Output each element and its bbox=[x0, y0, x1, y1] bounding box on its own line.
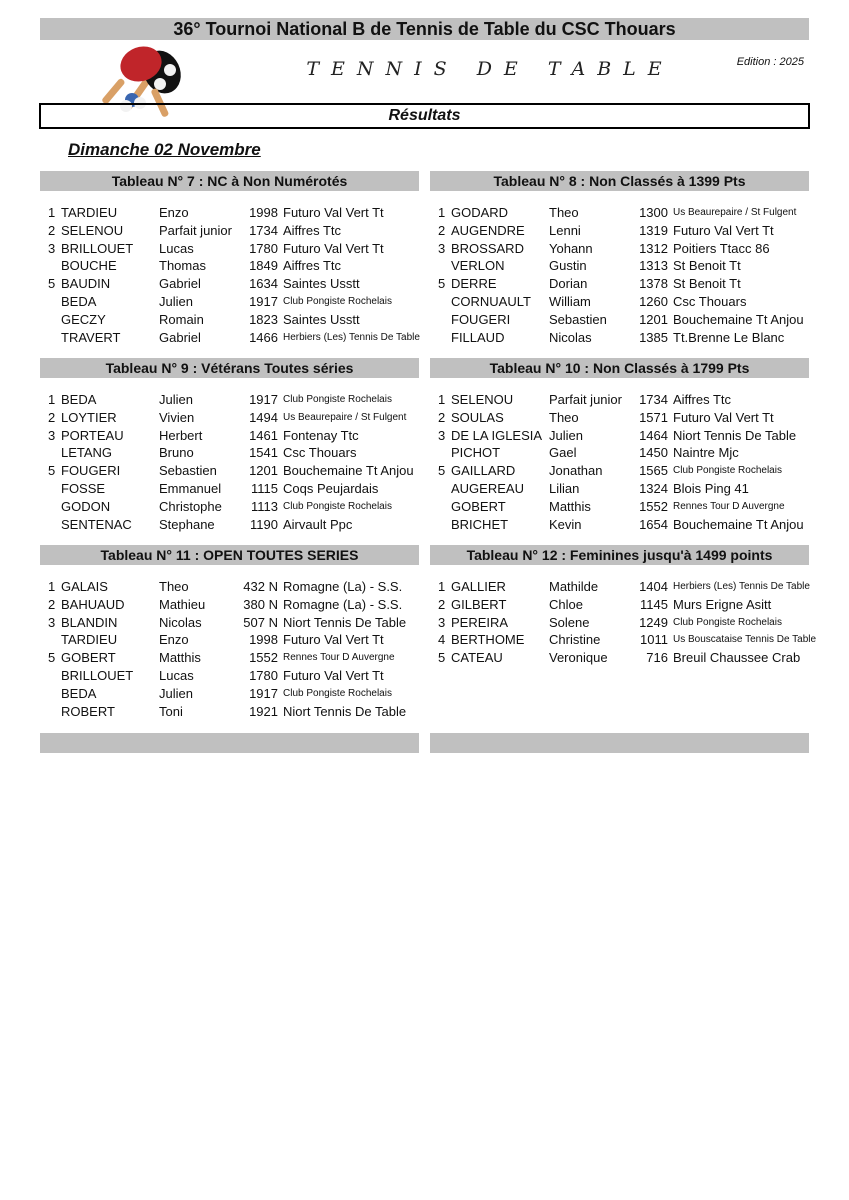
table-row bbox=[40, 649, 419, 667]
player-last-name: TRAVERT bbox=[61, 329, 121, 345]
player-first-name: Enzo bbox=[159, 632, 189, 648]
player-club: Futuro Val Vert Tt bbox=[283, 205, 384, 220]
player-first-name: Sebastien bbox=[549, 311, 607, 327]
player-rank: 1 bbox=[438, 579, 446, 594]
player-last-name: BLANDIN bbox=[61, 614, 118, 630]
player-club: Csc Thouars bbox=[283, 445, 357, 461]
player-rank: 4 bbox=[438, 632, 446, 648]
table-row bbox=[40, 311, 419, 329]
player-rank: 1 bbox=[438, 205, 446, 220]
player-first-name: Bruno bbox=[159, 445, 194, 461]
player-club: St Benoit Tt bbox=[673, 258, 741, 274]
player-first-name: Lenni bbox=[549, 222, 581, 238]
player-club: Niort Tennis De Table bbox=[283, 703, 407, 719]
player-first-name: Lucas bbox=[159, 667, 194, 683]
table-row bbox=[40, 427, 419, 445]
player-points: 1201 bbox=[639, 311, 668, 327]
player-club: Bouchemaine Tt Anjou bbox=[673, 311, 804, 327]
player-last-name: PEREIRA bbox=[451, 614, 509, 630]
player-points: 1249 bbox=[639, 614, 668, 630]
player-club: Us Beaurepaire / St Fulgent bbox=[673, 207, 797, 218]
player-points: 1466 bbox=[249, 329, 278, 345]
table-row bbox=[40, 685, 419, 703]
player-last-name: PICHOT bbox=[451, 445, 501, 461]
player-first-name: Julien bbox=[549, 427, 583, 443]
player-rank: 2 bbox=[48, 596, 56, 612]
player-last-name: GOBERT bbox=[61, 650, 116, 666]
table-row bbox=[40, 703, 419, 721]
table-row bbox=[430, 516, 809, 534]
player-rank: 1 bbox=[48, 579, 56, 594]
player-club: Futuro Val Vert Tt bbox=[283, 632, 384, 648]
table-row bbox=[430, 257, 809, 275]
player-first-name: Toni bbox=[159, 703, 183, 719]
player-points: 1552 bbox=[639, 498, 668, 514]
player-club: Futuro Val Vert Tt bbox=[673, 409, 774, 425]
player-last-name: PORTEAU bbox=[61, 427, 124, 443]
player-first-name: Jonathan bbox=[549, 463, 603, 479]
player-first-name: Theo bbox=[159, 579, 189, 594]
player-first-name: Sebastien bbox=[159, 463, 217, 479]
player-last-name: TARDIEU bbox=[61, 632, 118, 648]
player-club: Romagne (La) - S.S. bbox=[283, 579, 403, 594]
results-table bbox=[430, 545, 817, 667]
player-last-name: FOUGERI bbox=[61, 463, 121, 479]
table-row bbox=[40, 240, 419, 258]
player-last-name: GODON bbox=[61, 498, 111, 514]
player-points: 1634 bbox=[249, 276, 278, 292]
player-first-name: Dorian bbox=[549, 276, 588, 292]
table-row bbox=[430, 275, 809, 293]
player-first-name: William bbox=[549, 293, 591, 309]
player-points: 1998 bbox=[249, 205, 278, 220]
player-points: 1312 bbox=[639, 240, 668, 256]
table-row bbox=[40, 462, 419, 480]
player-last-name: DERRE bbox=[451, 276, 497, 292]
table-row bbox=[430, 480, 809, 498]
table-row bbox=[40, 444, 419, 462]
player-last-name: GODARD bbox=[451, 205, 509, 220]
player-last-name: BOUCHE bbox=[61, 258, 117, 274]
player-points: 1011 bbox=[640, 632, 668, 648]
player-rank: 2 bbox=[438, 409, 446, 425]
player-first-name: Julien bbox=[159, 293, 193, 309]
player-points: 507 N bbox=[243, 614, 278, 630]
player-first-name: Gabriel bbox=[159, 276, 201, 292]
table-row bbox=[40, 293, 419, 311]
player-club: Bouchemaine Tt Anjou bbox=[283, 463, 414, 479]
player-rank: 3 bbox=[438, 614, 446, 630]
player-points: 1571 bbox=[639, 409, 668, 425]
table-row bbox=[40, 480, 419, 498]
player-club: Club Pongiste Rochelais bbox=[283, 500, 392, 512]
player-points: 1115 bbox=[251, 480, 278, 496]
table-row bbox=[40, 596, 419, 614]
player-first-name: Julien bbox=[159, 685, 193, 701]
player-first-name: Vivien bbox=[159, 409, 195, 425]
player-club: Futuro Val Vert Tt bbox=[673, 222, 774, 238]
player-last-name: GAILLARD bbox=[451, 463, 516, 479]
player-last-name: BEDA bbox=[61, 293, 97, 309]
player-points: 1201 bbox=[249, 463, 278, 479]
player-rank: 5 bbox=[438, 276, 446, 292]
player-rank: 1 bbox=[48, 205, 56, 220]
player-points: 1849 bbox=[249, 258, 278, 274]
player-club: Poitiers Ttacc 86 bbox=[673, 240, 770, 256]
player-first-name: Theo bbox=[549, 205, 579, 220]
table-title: Tableau N° 10 : Non Classés à 1799 Pts bbox=[430, 358, 809, 378]
player-rank: 1 bbox=[48, 392, 56, 407]
player-first-name: Romain bbox=[159, 311, 204, 327]
player-points: 1780 bbox=[249, 667, 278, 683]
player-first-name: Matthis bbox=[549, 498, 591, 514]
player-club: Tt.Brenne Le Blanc bbox=[673, 329, 785, 345]
table-title: Tableau N° 7 : NC à Non Numérotés bbox=[40, 171, 419, 191]
player-club: Coqs Peujardais bbox=[283, 480, 379, 496]
player-first-name: Thomas bbox=[159, 258, 206, 274]
player-rank: 5 bbox=[438, 650, 446, 666]
player-rank: 2 bbox=[438, 222, 446, 238]
player-points: 1780 bbox=[249, 240, 278, 256]
player-points: 1552 bbox=[249, 650, 278, 666]
table-title: Tableau N° 12 : Feminines jusqu'à 1499 points bbox=[430, 545, 809, 565]
table-row bbox=[40, 578, 419, 596]
logo-text: TENNIS DE TABLE bbox=[306, 58, 674, 80]
player-last-name: SOULAS bbox=[451, 409, 504, 425]
player-club: Club Pongiste Rochelais bbox=[673, 465, 782, 477]
player-points: 1404 bbox=[639, 579, 668, 594]
player-points: 1450 bbox=[639, 445, 668, 461]
player-first-name: Christine bbox=[549, 632, 601, 648]
player-last-name: TARDIEU bbox=[61, 205, 118, 220]
table-row bbox=[40, 275, 419, 293]
player-rank: 5 bbox=[438, 463, 446, 479]
player-club: Saintes Usstt bbox=[283, 276, 360, 292]
date-heading: Dimanche 02 Novembre bbox=[68, 140, 261, 159]
player-points: 1565 bbox=[639, 463, 668, 479]
player-first-name: Julien bbox=[159, 392, 193, 407]
player-points: 1113 bbox=[251, 498, 278, 514]
results-table bbox=[40, 545, 419, 720]
player-last-name: VERLON bbox=[451, 258, 505, 274]
player-rank: 3 bbox=[48, 240, 56, 256]
empty-footer-bar-left bbox=[40, 733, 419, 753]
player-first-name: Enzo bbox=[159, 205, 189, 220]
player-last-name: DE LA IGLESIA bbox=[451, 427, 543, 443]
player-points: 432 N bbox=[243, 579, 278, 594]
player-points: 1145 bbox=[640, 596, 668, 612]
table-row bbox=[430, 462, 809, 480]
table-row bbox=[40, 329, 419, 347]
table-row bbox=[430, 427, 809, 445]
results-heading: Résultats bbox=[39, 103, 810, 129]
table-row bbox=[430, 311, 809, 329]
player-first-name: Theo bbox=[549, 409, 579, 425]
player-rank: 2 bbox=[48, 409, 56, 425]
player-rank: 3 bbox=[438, 240, 446, 256]
table-row bbox=[430, 614, 809, 632]
player-last-name: SENTENAC bbox=[61, 516, 132, 532]
player-first-name: Lucas bbox=[159, 240, 194, 256]
player-last-name: BEDA bbox=[61, 685, 97, 701]
player-first-name: Nicolas bbox=[549, 329, 592, 345]
player-club: Rennes Tour D Auvergne bbox=[283, 652, 395, 664]
player-first-name: Nicolas bbox=[159, 614, 202, 630]
player-first-name: Gael bbox=[549, 445, 577, 461]
player-last-name: GALAIS bbox=[61, 579, 108, 594]
table-row bbox=[40, 631, 419, 649]
player-rank: 5 bbox=[48, 650, 56, 666]
player-points: 1494 bbox=[249, 409, 278, 425]
player-club: Club Pongiste Rochelais bbox=[283, 687, 392, 699]
player-club: Breuil Chaussee Crab bbox=[673, 650, 801, 666]
table-row bbox=[430, 444, 809, 462]
player-points: 1654 bbox=[639, 516, 668, 532]
results-table bbox=[430, 358, 809, 533]
player-first-name: Veronique bbox=[549, 650, 608, 666]
results-table bbox=[430, 171, 809, 346]
player-points: 1998 bbox=[249, 632, 278, 648]
player-club: Saintes Usstt bbox=[283, 311, 360, 327]
player-club: Rennes Tour D Auvergne bbox=[673, 500, 785, 512]
player-club: Futuro Val Vert Tt bbox=[283, 667, 384, 683]
player-club: Club Pongiste Rochelais bbox=[673, 616, 782, 628]
player-first-name: Gabriel bbox=[159, 329, 201, 345]
player-rank: 5 bbox=[48, 276, 56, 292]
player-club: Us Bouscataise Tennis De Table bbox=[673, 634, 817, 646]
table-title: Tableau N° 9 : Vétérans Toutes séries bbox=[40, 358, 419, 378]
player-last-name: CORNUAULT bbox=[451, 293, 531, 309]
player-club: Airvault Ppc bbox=[283, 516, 353, 532]
player-rank: 1 bbox=[438, 392, 446, 407]
player-club: Aiffres Ttc bbox=[283, 258, 342, 274]
player-last-name: FOUGERI bbox=[451, 311, 511, 327]
player-club: Niort Tennis De Table bbox=[283, 614, 407, 630]
table-row bbox=[430, 391, 809, 409]
table-row bbox=[430, 596, 809, 614]
player-first-name: Kevin bbox=[549, 516, 582, 532]
player-rank: 3 bbox=[438, 427, 446, 443]
player-club: Niort Tennis De Table bbox=[673, 427, 797, 443]
table-row bbox=[430, 649, 809, 667]
player-points: 1917 bbox=[249, 392, 278, 407]
table-row bbox=[40, 516, 419, 534]
player-last-name: GOBERT bbox=[451, 498, 506, 514]
player-last-name: GALLIER bbox=[451, 579, 506, 594]
player-club: Herbiers (Les) Tennis De Table bbox=[283, 331, 420, 343]
table-title: Tableau N° 11 : OPEN TOUTES SERIES bbox=[40, 545, 419, 565]
table-row bbox=[430, 222, 809, 240]
player-club: Club Pongiste Rochelais bbox=[283, 394, 392, 405]
player-first-name: Emmanuel bbox=[159, 480, 222, 496]
player-first-name: Yohann bbox=[549, 240, 593, 256]
player-points: 1917 bbox=[249, 293, 278, 309]
player-last-name: BRILLOUET bbox=[61, 240, 134, 256]
player-club: Bouchemaine Tt Anjou bbox=[673, 516, 804, 532]
player-last-name: GECZY bbox=[61, 311, 106, 327]
player-first-name: Matthis bbox=[159, 650, 201, 666]
player-club: Murs Erigne Asitt bbox=[673, 596, 772, 612]
player-points: 1464 bbox=[639, 427, 668, 443]
player-last-name: BROSSARD bbox=[451, 240, 524, 256]
player-club: Csc Thouars bbox=[673, 293, 747, 309]
player-points: 1300 bbox=[639, 205, 668, 220]
table-row bbox=[40, 614, 419, 632]
player-club: Us Beaurepaire / St Fulgent bbox=[283, 411, 407, 423]
player-club: Blois Ping 41 bbox=[673, 480, 749, 496]
player-points: 1461 bbox=[249, 427, 278, 443]
player-last-name: GILBERT bbox=[451, 596, 507, 612]
table-row bbox=[40, 498, 419, 516]
results-table bbox=[40, 358, 419, 533]
player-club: Club Pongiste Rochelais bbox=[283, 295, 392, 307]
player-club: St Benoit Tt bbox=[673, 276, 741, 292]
player-last-name: AUGENDRE bbox=[451, 222, 525, 238]
table-row bbox=[430, 329, 809, 347]
player-first-name: Christophe bbox=[159, 498, 222, 514]
table-row bbox=[430, 293, 809, 311]
player-last-name: BEDA bbox=[61, 392, 97, 407]
player-first-name: Mathieu bbox=[159, 596, 206, 612]
player-first-name: Gustin bbox=[549, 258, 587, 274]
player-points: 1313 bbox=[639, 258, 668, 274]
table-row bbox=[430, 409, 809, 427]
table-row bbox=[40, 222, 419, 240]
player-points: 1378 bbox=[639, 276, 668, 292]
player-last-name: BRILLOUET bbox=[61, 667, 134, 683]
player-first-name: Mathilde bbox=[549, 579, 599, 594]
player-club: Fontenay Ttc bbox=[283, 427, 359, 443]
player-points: 1921 bbox=[249, 703, 278, 719]
player-last-name: BERTHOME bbox=[451, 632, 525, 648]
empty-footer-bar-right bbox=[430, 733, 809, 753]
player-rank: 3 bbox=[48, 427, 56, 443]
table-row bbox=[430, 204, 809, 222]
table-row bbox=[430, 498, 809, 516]
player-points: 716 bbox=[646, 650, 668, 666]
player-rank: 2 bbox=[48, 222, 56, 238]
player-club: Aiffres Ttc bbox=[283, 222, 342, 238]
player-club: Naintre Mjc bbox=[673, 445, 739, 461]
player-club: Aiffres Ttc bbox=[673, 392, 732, 407]
player-first-name: Stephane bbox=[159, 516, 215, 532]
player-club: Romagne (La) - S.S. bbox=[283, 596, 403, 612]
player-points: 1319 bbox=[639, 222, 668, 238]
player-last-name: SELENOU bbox=[451, 392, 514, 407]
player-points: 1541 bbox=[249, 445, 278, 461]
player-last-name: CATEAU bbox=[451, 650, 503, 666]
player-club: Futuro Val Vert Tt bbox=[283, 240, 384, 256]
tournament-title: 36° Tournoi National B de Tennis de Table du CSC Thouars bbox=[40, 18, 809, 40]
table-row bbox=[40, 257, 419, 275]
table-row bbox=[40, 667, 419, 685]
player-last-name: ROBERT bbox=[61, 703, 115, 719]
table-row bbox=[430, 578, 809, 596]
player-first-name: Chloe bbox=[549, 596, 583, 612]
player-last-name: LOYTIER bbox=[61, 409, 117, 425]
player-first-name: Parfait junior bbox=[159, 222, 232, 238]
table-row bbox=[40, 391, 419, 409]
table-row bbox=[430, 240, 809, 258]
player-points: 1260 bbox=[639, 293, 668, 309]
player-last-name: SELENOU bbox=[61, 222, 124, 238]
results-table bbox=[40, 171, 419, 346]
player-last-name: BAUDIN bbox=[61, 276, 111, 292]
edition-label: Edition : 2025 bbox=[736, 56, 804, 68]
player-club: Herbiers (Les) Tennis De Table bbox=[673, 581, 810, 592]
player-last-name: LETANG bbox=[61, 445, 113, 461]
player-first-name: Herbert bbox=[159, 427, 203, 443]
player-points: 1734 bbox=[249, 222, 278, 238]
player-points: 1823 bbox=[249, 311, 278, 327]
player-last-name: FILLAUD bbox=[451, 329, 505, 345]
player-points: 1385 bbox=[639, 329, 668, 345]
player-points: 380 N bbox=[243, 596, 278, 612]
table-row bbox=[40, 409, 419, 427]
player-points: 1324 bbox=[639, 480, 668, 496]
table-row bbox=[430, 631, 817, 649]
player-last-name: FOSSE bbox=[61, 480, 106, 496]
player-rank: 5 bbox=[48, 463, 56, 479]
player-first-name: Solene bbox=[549, 614, 590, 630]
player-first-name: Lilian bbox=[549, 480, 580, 496]
player-points: 1734 bbox=[639, 392, 668, 407]
player-first-name: Parfait junior bbox=[549, 392, 622, 407]
player-last-name: AUGEREAU bbox=[451, 480, 524, 496]
player-points: 1917 bbox=[249, 685, 278, 701]
table-title: Tableau N° 8 : Non Classés à 1399 Pts bbox=[430, 171, 809, 191]
table-row bbox=[40, 204, 419, 222]
player-rank: 2 bbox=[438, 596, 446, 612]
player-rank: 3 bbox=[48, 614, 56, 630]
player-last-name: BRICHET bbox=[451, 516, 509, 532]
player-points: 1190 bbox=[250, 516, 278, 532]
player-last-name: BAHUAUD bbox=[61, 596, 125, 612]
